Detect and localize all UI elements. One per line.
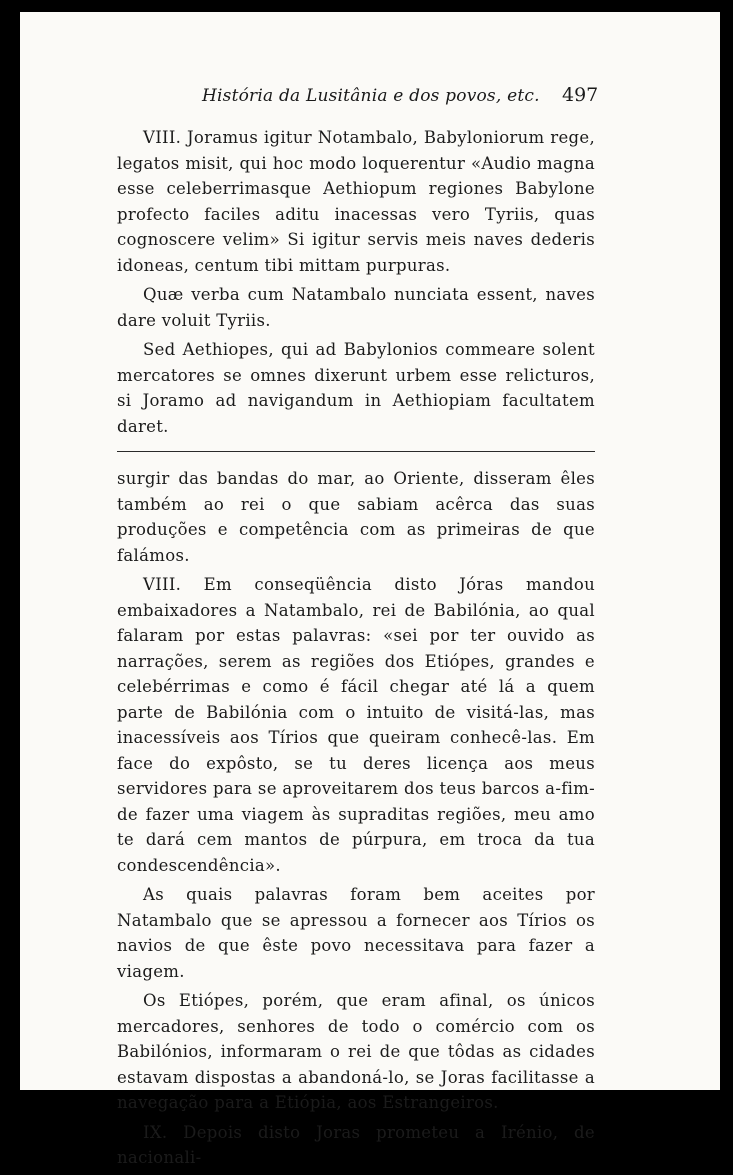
latin-paragraph: Sed Aethiopes, qui ad Babylonios commeare solent mercatores se omnes dixerunt urbem esse relicturos, si Joramo ad navigandum in Aethiopiam facultatem daret. (117, 340, 595, 436)
portuguese-paragraph: VIII. Em conseqüência disto Jóras mandou embaixadores a Natambalo, rei de Babilónia, ao qual falaram por estas palavras: «sei por ter ouvido as narrações, serem as regiões dos Etiópes, grandes e celebérrimas e como é fácil chegar até lá a quem parte de Babilónia com o intuito de visitá-las, mas inacessíveis aos Tírios que queiram conhecê-las. Em face do expôsto, se tu deres licença aos meus servidores para se aproveitarem dos teus barcos a-fim-de fazer uma viagem às supraditas regiões, meu amo te dará cem mantos de púrpura, em troca da tua condescendência». (117, 575, 595, 875)
running-title: História da Lusitânia e dos povos, etc. (202, 86, 540, 106)
section-divider (117, 451, 595, 452)
portuguese-text (117, 466, 595, 1171)
book-page (20, 12, 720, 1167)
page-header (20, 84, 720, 114)
page-body (117, 125, 595, 1175)
page-number: 497 (562, 84, 599, 106)
latin-paragraph: VIII. Joramus igitur Notambalo, Babyloniorum rege, legatos misit, qui hoc modo loquerentur «Audio magna esse celeberrimasque Aethiopum regiones Babylone profecto faciles aditu inacessas vero Tyriis, quas cognoscere velim» Si igitur servis meis naves dederis idoneas, centum tibi mittam purpuras. (117, 128, 595, 275)
portuguese-paragraph: IX. Depois disto Joras prometeu a Irénio, de nacionali- (117, 1122, 595, 1167)
portuguese-paragraph: surgir das bandas do mar, ao Oriente, disseram êles também ao rei o que sabiam acêrca das suas produções e competência com as primeiras de que falámos. (117, 469, 595, 565)
portuguese-paragraph: As quais palavras foram bem aceites por Natambalo que se apressou a fornecer aos Tírios os navios de que êste povo necessitava para fazer a viagem. (117, 885, 595, 981)
portuguese-paragraph: Os Etiópes, porém, que eram afinal, os únicos mercadores, senhores de todo o comércio com os Babilónios, informaram o rei de que tôdas as cidades estavam dispostas a abandoná-lo, se Joras facilitasse a navegação para a Etiópia, aos Estrangeiros. (117, 991, 595, 1112)
latin-paragraph: Quæ verba cum Natambalo nunciata essent, naves dare voluit Tyriis. (117, 285, 595, 330)
latin-text (117, 125, 595, 439)
